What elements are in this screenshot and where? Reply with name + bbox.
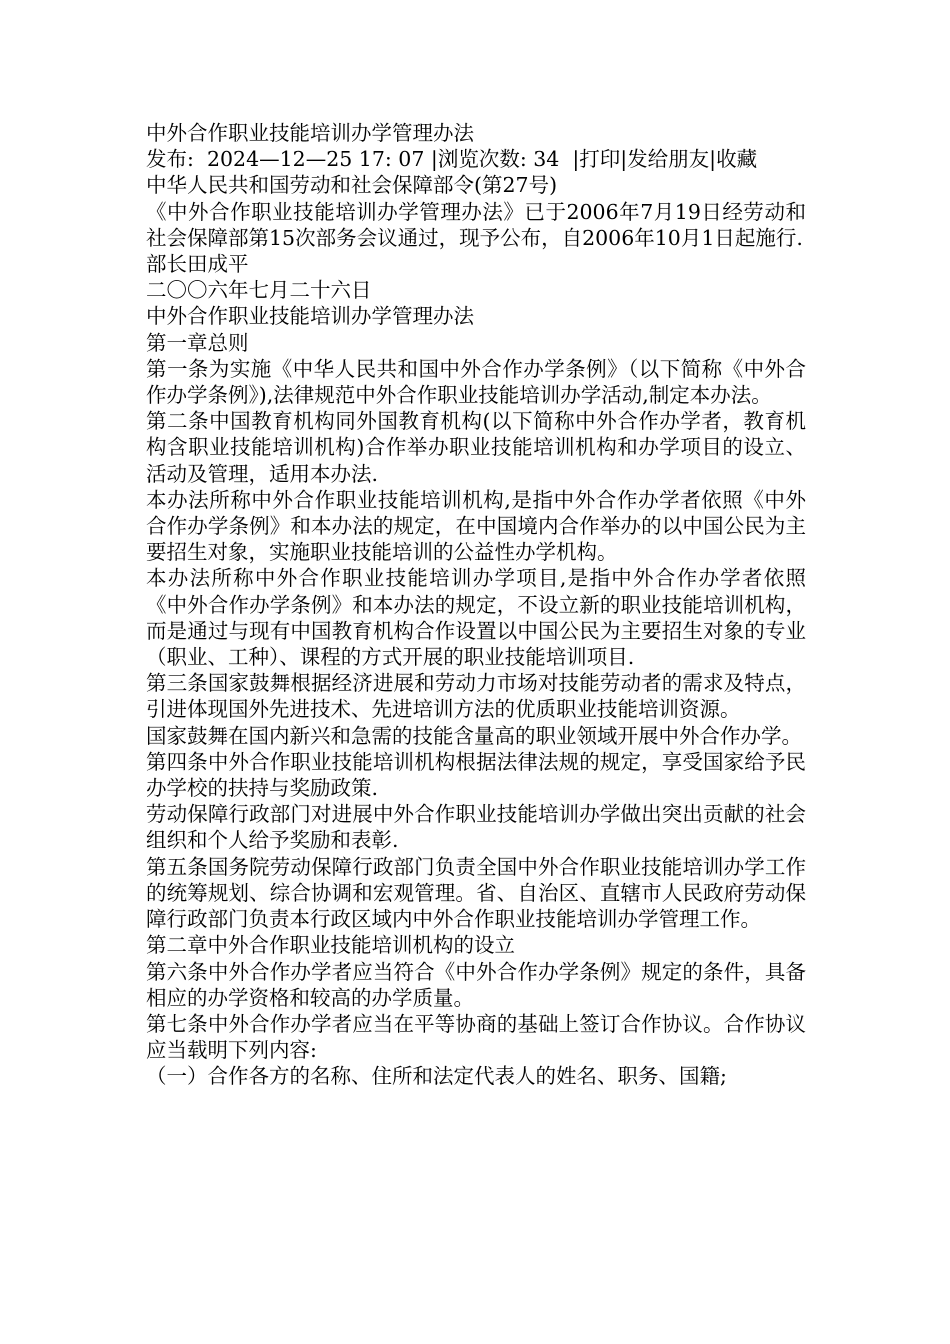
article-paragraph: 第一条为实施《中华人民共和国中外合作办学条例》（以下简称《中外合作办学条例》),法律规范中外合作职业技能培训办学活动,制定本办法。 <box>146 356 806 408</box>
article-paragraph: 劳动保障行政部门对进展中外合作职业技能培训办学做出突出贡献的社会组织和个人给予奖励和表彰. <box>146 802 806 853</box>
article-paragraph: 本办法所称中外合作职业技能培训机构,是指中外合作办学者依照《中外合作办学条例》和本办法的规定，在中国境内合作举办的以中国公民为主要招生对象，实施职业技能培训的公益性办学机构。 <box>146 487 806 565</box>
paragraph-date: 二〇〇六年七月二十六日 <box>146 278 372 303</box>
paragraph-regulation-title: 中外合作职业技能培训办学管理办法 <box>146 304 474 329</box>
paragraph-decree-title: 中华人民共和国劳动和社会保障部令(第27号) <box>146 173 558 198</box>
paragraph-announcement: 《中外合作职业技能培训办学管理办法》已于2006年7月19日经劳动和社会保障部第15次部务会议通过，现予公布，自2006年10月1日起施行. <box>146 199 806 250</box>
document-meta-line: 发布: 2024—12—25 17: 07 |浏览次数: 34 |打印|发给朋友|收藏 <box>146 147 758 172</box>
chapter-heading: 第一章总则 <box>146 330 249 355</box>
article-paragraph: 国家鼓舞在国内新兴和急需的技能含量高的职业领域开展中外合作办学。 <box>146 723 802 748</box>
article-paragraph: 第二条中国教育机构同外国教育机构(以下简称中外合作办学者，教育机构含职业技能培训机构)合作举办职业技能培训机构和办学项目的设立、活动及管理，适用本办法. <box>146 409 806 486</box>
article-paragraph: 第六条中外合作办学者应当符合《中外合作办学条例》规定的条件，具备相应的办学资格和较高的办学质量。 <box>146 959 806 1010</box>
article-paragraph: 第七条中外合作办学者应当在平等协商的基础上签订合作协议。合作协议应当载明下列内容: <box>146 1011 806 1063</box>
article-paragraph: 第五条国务院劳动保障行政部门负责全国中外合作职业技能培训办学工作的统筹规划、综合协调和宏观管理。省、自治区、直辖市人民政府劳动保障行政部门负责本行政区域内中外合作职业技能培训办学管理工作。 <box>146 854 806 932</box>
list-item: （一）合作各方的名称、住所和法定代表人的姓名、职务、国籍; <box>146 1064 727 1089</box>
paragraph-minister: 部长田成平 <box>146 252 249 277</box>
document-title: 中外合作职业技能培训办学管理办法 <box>146 121 474 145</box>
chapter-heading: 第二章中外合作职业技能培训机构的设立 <box>146 933 515 958</box>
article-paragraph: 本办法所称中外合作职业技能培训办学项目,是指中外合作办学者依照《中外合作办学条例》和本办法的规定，不设立新的职业技能培训机构，而是通过与现有中国教育机构合作设置以中国公民为主要招生对象的专业（职业、工种）、课程的方式开展的职业技能培训项目. <box>146 566 806 670</box>
article-paragraph: 第四条中外合作职业技能培训机构根据法律法规的规定，享受国家给予民办学校的扶持与奖励政策. <box>146 749 806 801</box>
article-paragraph: 第三条国家鼓舞根据经济进展和劳动力市场对技能劳动者的需求及特点，引进体现国外先进技术、先进培训方法的优质职业技能培训资源。 <box>146 671 806 722</box>
document-body <box>146 120 806 1090</box>
